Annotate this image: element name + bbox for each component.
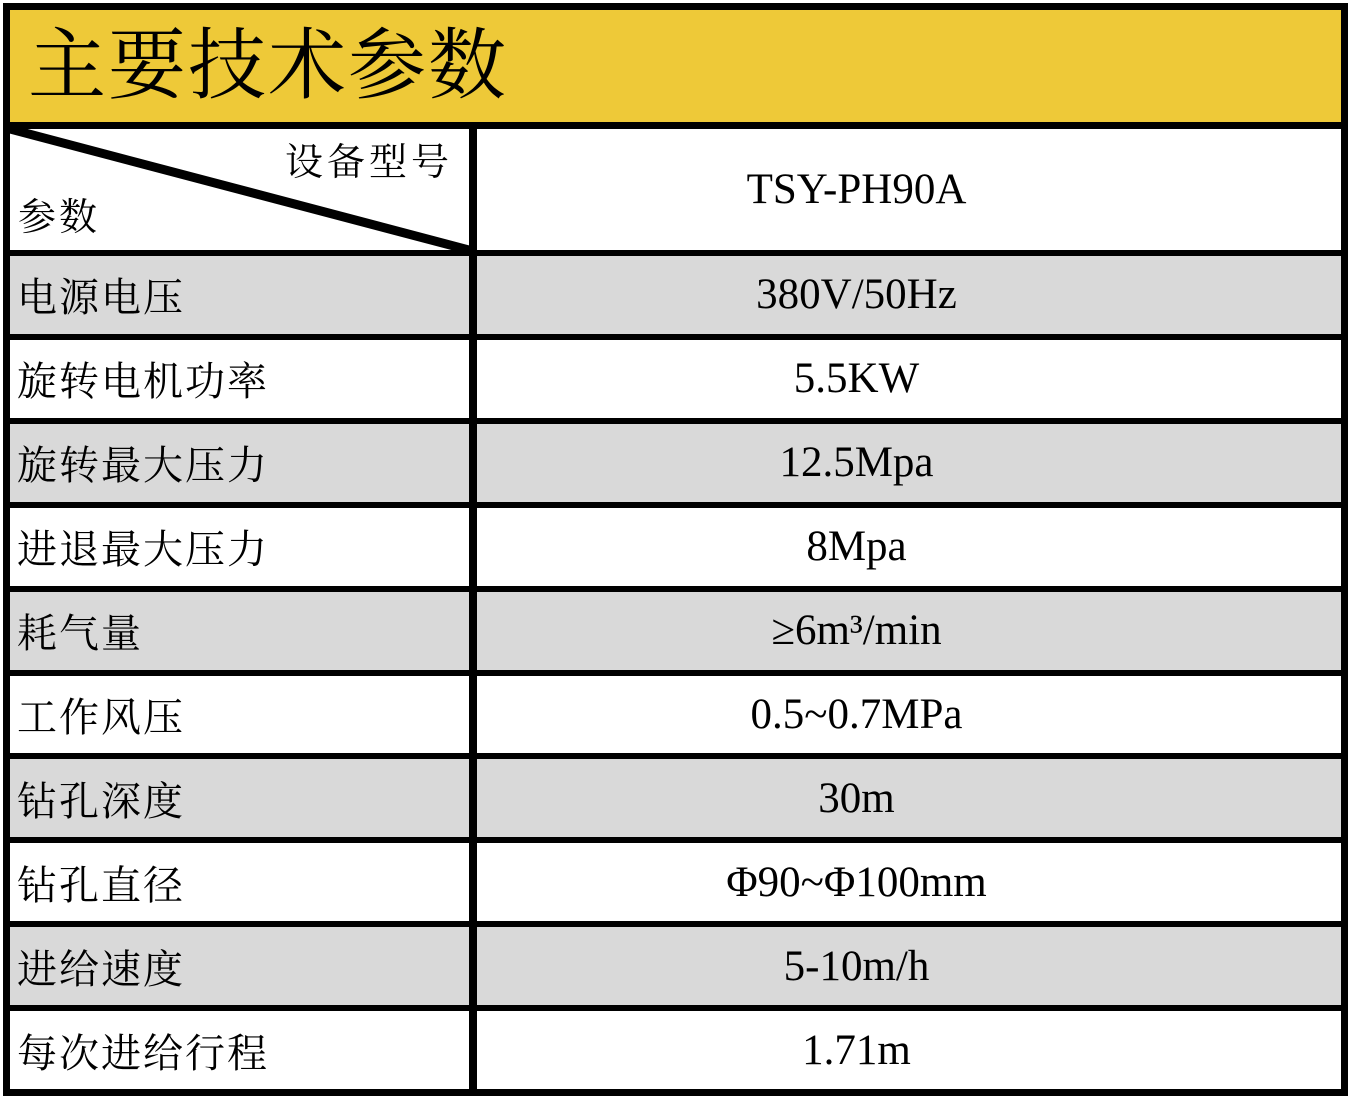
header-device-model-label: 设备型号 xyxy=(284,142,453,184)
spec-table xyxy=(3,3,1348,1096)
parameter-value: 0.5~0.7MPa xyxy=(750,690,963,738)
parameter-value: Φ90~Φ100mm xyxy=(726,858,987,906)
table-row xyxy=(10,927,1341,1011)
table-row xyxy=(10,256,1341,340)
table-title-banner xyxy=(10,10,1341,129)
parameter-label: 耗气量 xyxy=(17,611,143,657)
parameter-value: 8Mpa xyxy=(806,523,907,571)
parameter-label: 旋转电机功率 xyxy=(17,359,269,405)
parameter-value-cell xyxy=(477,759,1341,837)
parameter-value-cell xyxy=(477,256,1341,334)
table-row xyxy=(10,508,1341,592)
parameter-label: 旋转最大压力 xyxy=(17,443,269,489)
parameter-label: 进给速度 xyxy=(17,946,185,992)
parameter-value-cell xyxy=(477,927,1341,1005)
parameter-label-cell xyxy=(10,759,477,837)
header-parameter-label: 参数 xyxy=(18,197,101,240)
diagonal-header-cell xyxy=(10,129,477,250)
parameter-label-cell xyxy=(10,508,477,586)
parameter-label: 钻孔深度 xyxy=(17,778,185,824)
parameter-label: 电源电压 xyxy=(17,275,185,321)
parameter-value: 380V/50Hz xyxy=(756,271,957,319)
parameter-value-cell xyxy=(477,340,1341,418)
parameter-value: 5-10m/h xyxy=(783,942,930,990)
model-header-cell xyxy=(477,129,1341,250)
table-row xyxy=(10,592,1341,676)
parameter-label-cell xyxy=(10,676,477,754)
table-row xyxy=(10,843,1341,927)
table-row xyxy=(10,424,1341,508)
model-value: TSY-PH90A xyxy=(746,166,967,213)
table-row xyxy=(10,340,1341,424)
parameter-value-cell xyxy=(477,843,1341,921)
parameter-value-cell xyxy=(477,592,1341,670)
parameter-value-cell xyxy=(477,508,1341,586)
parameter-label: 工作风压 xyxy=(17,694,185,740)
parameter-label-cell xyxy=(10,843,477,921)
table-row xyxy=(10,759,1341,843)
parameter-value-cell xyxy=(477,676,1341,754)
parameter-label-cell xyxy=(10,927,477,1005)
parameter-value-cell xyxy=(477,424,1341,502)
parameter-label: 每次进给行程 xyxy=(17,1030,269,1076)
table-row xyxy=(10,676,1341,760)
page-title: 主要技术参数 xyxy=(28,22,509,109)
parameter-label-cell xyxy=(10,256,477,334)
parameter-value-cell xyxy=(477,1011,1341,1089)
table-header-row xyxy=(10,129,1341,256)
parameter-label: 钻孔直径 xyxy=(17,862,185,908)
parameter-label-cell xyxy=(10,592,477,670)
table-row xyxy=(10,1011,1341,1089)
parameter-value: 30m xyxy=(818,774,895,822)
parameter-value: 12.5Mpa xyxy=(779,439,934,487)
parameter-label: 进退最大压力 xyxy=(17,527,269,573)
parameter-label-cell xyxy=(10,424,477,502)
parameter-value: 1.71m xyxy=(802,1026,911,1074)
parameter-value: 5.5KW xyxy=(793,355,920,403)
parameter-label-cell xyxy=(10,1011,477,1089)
parameter-label-cell xyxy=(10,340,477,418)
table-body xyxy=(10,256,1341,1089)
parameter-value: ≥6m³/min xyxy=(771,607,942,655)
